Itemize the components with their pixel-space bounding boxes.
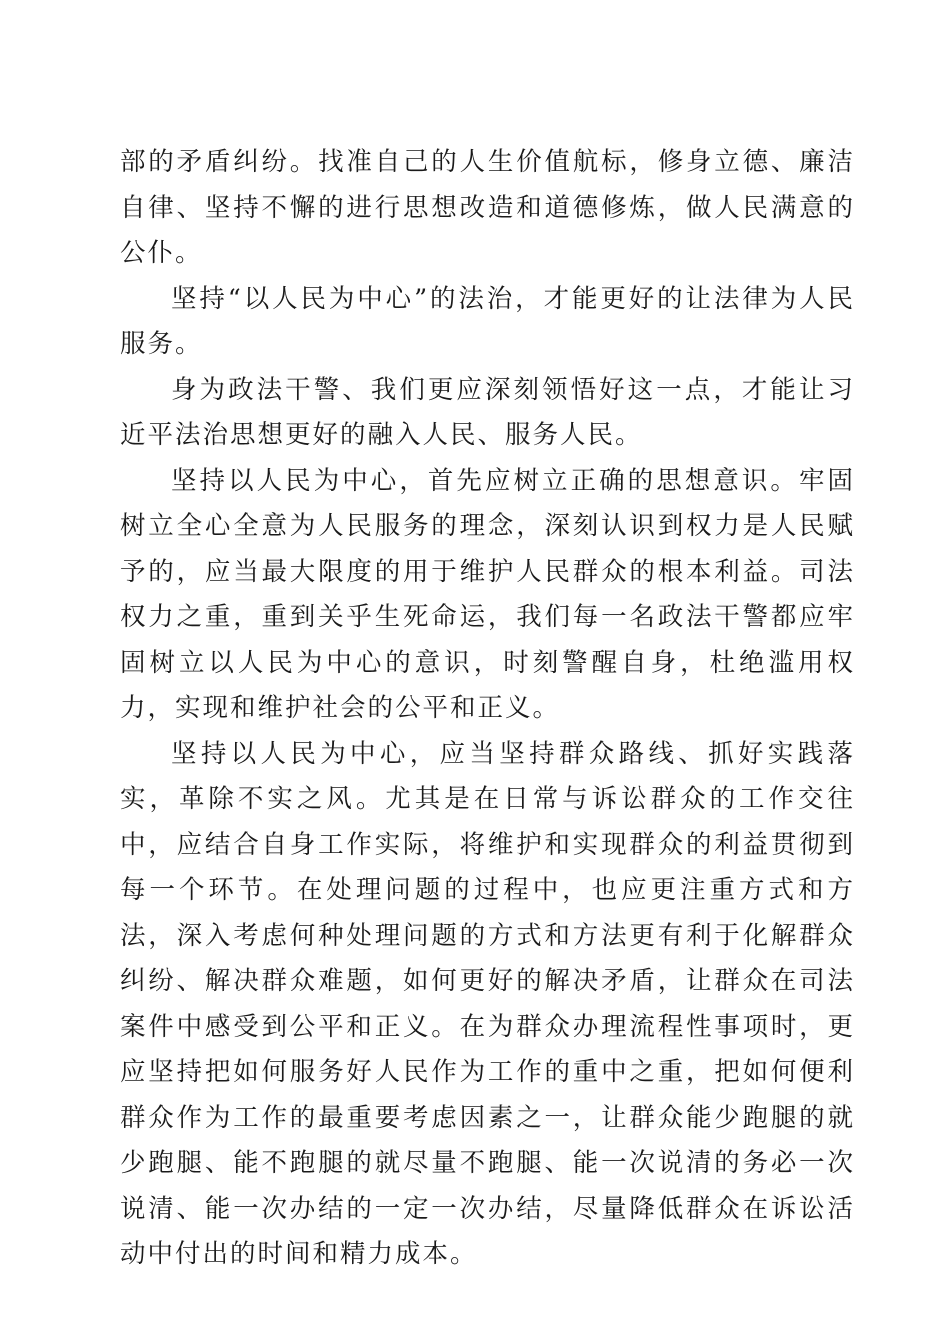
paragraph-5: 坚持以人民为中心，应当坚持群众路线、抓好实践落实，革除不实之风。尤其是在日常与诉讼群众的工作交往中，应结合自身工作实际，将维护和实现群众的利益贯彻到每一个环节。在处理问题的过程中，也应更注重方式和方法，深入考虑何种处理问题的方式和方法更有利于化解群众纠纷、解决群众难题，如何更好的解决矛盾，让群众在司法案件中感受到公平和正义。在为群众办理流程性事项时，更应坚持把如何服务好人民作为工作的重中之重，把如何便利群众作为工作的最重要考虑因素之一，让群众能少跑腿的就少跑腿、能不跑腿的就尽量不跑腿、能一次说清的务必一次说清、能一次办结的一定一次办结，尽量降低群众在诉讼活动中付出的时间和精力成本。 (120, 738, 855, 1269)
paragraph-3: 身为政法干警、我们更应深刻领悟好这一点，才能让习近平法治思想更好的融入人民、服务人民。 (120, 374, 855, 450)
paragraph-1: 部的矛盾纠纷。找准自己的人生价值航标，修身立德、廉洁自律、坚持不懈的进行思想改造和道德修炼，做人民满意的公仆。 (120, 147, 855, 268)
paragraph-2: 坚持“以人民为中心”的法治，才能更好的让法律为人民服务。 (120, 283, 855, 359)
paragraph-4: 坚持以人民为中心，首先应树立正确的思想意识。牢固树立全心全意为人民服务的理念，深刻认识到权力是人民赋予的，应当最大限度的用于维护人民群众的根本利益。司法权力之重，重到关乎生死命运，我们每一名政法干警都应牢固树立以人民为中心的意识，时刻警醒自身，杜绝滥用权力，实现和维护社会的公平和正义。 (120, 465, 855, 723)
document-page (120, 140, 855, 1278)
